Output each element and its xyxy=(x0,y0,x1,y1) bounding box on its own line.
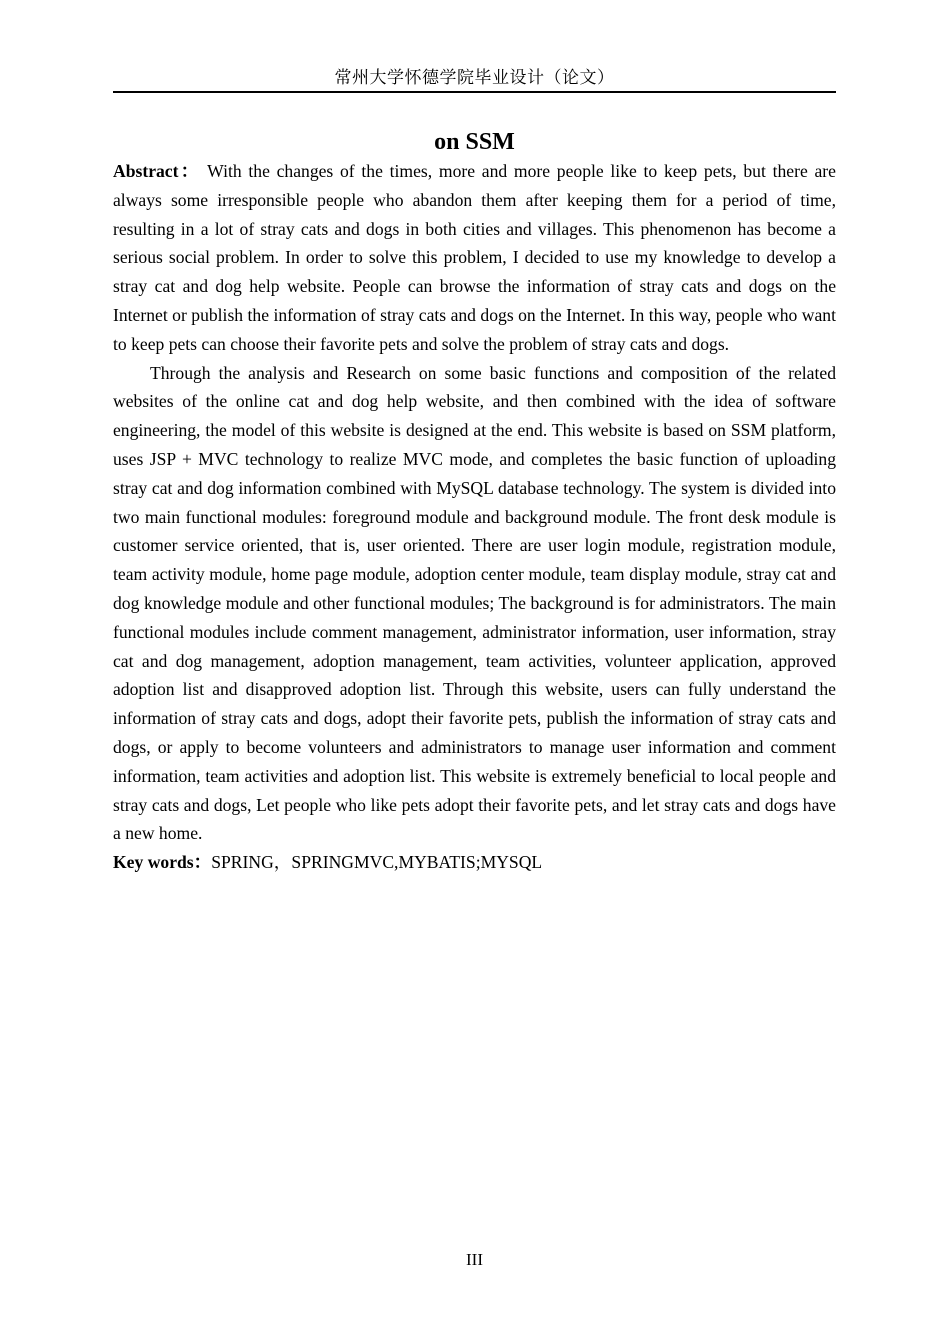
page-number: III xyxy=(466,1250,483,1269)
header-rule xyxy=(113,91,836,93)
keywords-text: SPRING，SPRINGMVC,MYBATIS;MYSQL xyxy=(211,852,543,873)
keywords-line xyxy=(113,848,836,877)
paper-title: on SSM xyxy=(434,129,515,155)
abstract-paragraph-2: Through the analysis and Research on some basic functions and composition of the related websites of the online cat and dog help website, and then combined with the idea of software engineering, the model of this website is designed at the end. This website is based on SSM platform, uses JSP + MVC technology to realize MVC mode, and completes the basic function of uploading stray cat and dog information combined with MySQL database technology. The system is divided into two main functional modules: foreground module and background module. The front desk module is customer service oriented, that is, user oriented. There are user login module, registration module, team activity module, home page module, adoption center module, team display module, stray cat and dog knowledge module and other functional modules; The background is for administrators. The main functional modules include comment management, administrator information, user information, stray cat and dog management, adoption management, team activities, volunteer application, approved adoption list and disapproved adoption list. Through this website, users can fully understand the information of stray cats and dogs, adopt their favorite pets, publish the information of stray cats and dogs, or apply to become volunteers and administrators to manage user information and comment information, team activities and adoption list. This website is extremely beneficial to local people and stray cats and dogs, Let people who like pets adopt their favorite pets, and let stray cats and dogs have a new home. xyxy=(113,362,836,844)
abstract-paragraph-1 xyxy=(113,157,836,359)
abstract-label: Abstract： xyxy=(113,161,201,181)
abstract-section xyxy=(113,157,836,877)
abstract-text-1: With the changes of the times, more and more people like to keep pets, but there are always some irresponsible people who abandon them after keeping them for a period of time, resulting in a lot of stray cats and dogs in both cities and villages. This phenomenon has become a serious social problem. In order to solve this problem, I decided to use my knowledge to develop a stray cat and dog help website. People can browse the information of stray cats and dogs on the Internet or publish the information of stray cats and dogs on the Internet. In this way, people who want to keep pets can choose their favorite pets and solve the problem of stray cats and dogs. xyxy=(113,161,836,354)
keywords-label: Key words： xyxy=(113,852,212,873)
running-header: 常州大学怀德学院毕业设计（论文） xyxy=(334,68,615,88)
